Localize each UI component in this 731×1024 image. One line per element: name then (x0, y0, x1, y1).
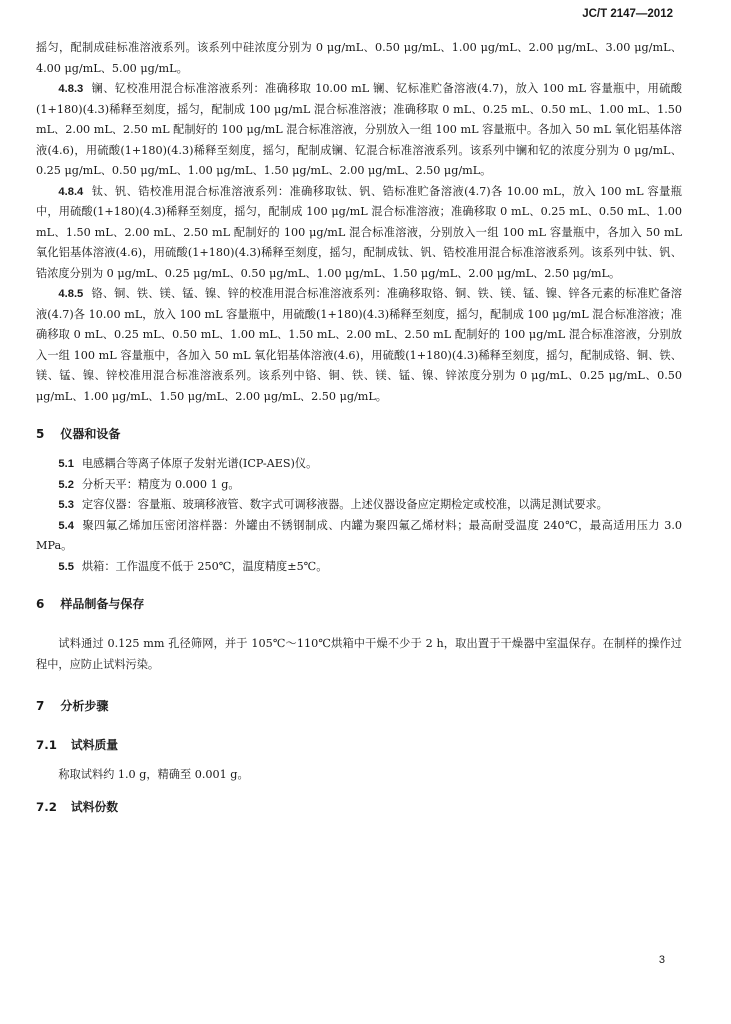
clause-4-8-4 (36, 182, 682, 285)
item-text: 电感耦合等离子体原子发射光谱(ICP-AES)仪。 (81, 457, 318, 470)
clause-4-8-3 (36, 79, 682, 182)
standard-code-header: JC/T 2147—2012 (582, 8, 673, 20)
item-number: 5.2 (58, 478, 74, 491)
clause-text: 镧、钇校准用混合标准溶液系列：准确移取 10.00 mL 镧、钇标准贮备溶液(4.7)，放入 100 mL 容量瓶中，用硫酸(1+180)(4.3)稀释至刻度，摇匀，配制成 100 μg/mL 混合标准溶液；准确移取 0 mL、0.25 mL、0.50 mL、1.00 mL、1.50 mL、2.00 mL、2.50 mL 配制好的 100 μg/mL 混合标准溶液，分别放入一组 100 mL 容量瓶中。各加入 50 mL 氧化铝基体溶液(4.6)，用硫酸(1+180)(4.3)稀释至刻度，摇匀，配制成镧、钇混合标准溶液系列。该系列中镧和钇的浓度分别为 0 μg/mL、0.25 μg/mL、0.50 μg/mL、1.00 μg/mL、1.50 μg/mL、2.00 μg/mL、2.50 μg/mL。 (36, 82, 682, 177)
section-number: 6 (36, 597, 45, 611)
item-5-3 (36, 495, 682, 516)
section-number: 5 (36, 427, 45, 441)
item-text: 定容仪器：容量瓶、玻璃移液管、数字式可调移液器。上述仪器设备应定期检定或校准，以满足测试要求。 (81, 498, 608, 511)
paragraph-silicon-series: 摇匀，配制成硅标准溶液系列。该系列中硅浓度分别为 0 μg/mL、0.50 μg/mL、1.00 μg/mL、2.00 μg/mL、3.00 μg/mL、4.00 μg/mL、5.00 μg/mL。 (36, 41, 682, 75)
clause-4-8-5 (36, 284, 682, 407)
paragraph-sample-mass: 称取试料约 1.0 g，精确至 0.001 g。 (58, 768, 249, 781)
subsection-7-1-heading (36, 736, 682, 753)
subsection-number: 7.1 (36, 738, 57, 752)
subsection-title: 试料质量 (70, 738, 119, 752)
section-7-heading (36, 697, 682, 714)
clause-number: 4.8.4 (58, 185, 84, 198)
item-text: 烘箱：工作温度不低于 250℃，温度精度±5℃。 (81, 559, 328, 573)
item-5-1 (36, 454, 682, 475)
paragraph-sample-prep: 试料通过 0.125 mm 孔径筛网，并于 105℃～110℃烘箱中干燥不少于 2 h，取出置于干燥器中室温保存。在制样的操作过程中，应防止试料污染。 (36, 637, 682, 671)
item-text: 分析天平：精度为 0.000 1 g。 (81, 477, 240, 491)
clause-text: 钛、钒、锆校准用混合标准溶液系列：准确移取钛、钒、锆标准贮备溶液(4.7)各 10.00 mL，放入 100 mL 容量瓶中，用硫酸(1+180)(4.3)稀释至刻度，摇匀，配制成 100 μg/mL 混合标准溶液；准确移取 0 mL、0.25 mL、0.50 mL、1.00 mL、1.50 mL、2.00 mL、2.50 mL 配制好的 100 μg/mL 混合标准溶液，分别放入一组 100 mL 容量瓶中，各加入 50 mL 氧化铝基体溶液(4.6)，用硫酸(1+180)(4.3)稀释至刻度，摇匀，配制成钛、钒、锆校准用混合标准溶液系列。该系列中钛、钒、锆浓度分别为 0 μg/mL、0.25 μg/mL、0.50 μg/mL、1.00 μg/mL、1.50 μg/mL、2.00 μg/mL、2.50 μg/mL。 (36, 184, 682, 280)
clause-number: 4.8.3 (58, 83, 84, 95)
section-6-heading (36, 595, 682, 612)
item-number: 5.4 (58, 519, 74, 532)
document-body (36, 38, 682, 815)
clause-text: 铬、铜、铁、镁、锰、镍、锌的校准用混合标准溶液系列：准确移取铬、铜、铁、镁、锰、镍、锌各元素的标准贮备溶液(4.7)各 10.00 mL，放入 100 mL 容量瓶中，用硫酸(1+180)(4.3)稀释至刻度，摇匀，配制成 100 μg/mL 混合标准溶液；准确移取 0 mL、0.25 mL、0.50 mL、1.00 mL、1.50 mL、2.00 mL、2.50 mL 配制好的 100 μg/mL 混合标准溶液，分别放入一组 100 mL 容量瓶中，各加入 50 mL 氧化铝基体溶液(4.6)，用硫酸(1+180)(4.3)稀释至刻度，摇匀，配制成铬、铜、铁、镁、锰、镍、锌校准用混合标准溶液系列。该系列中铬、铜、铁、镁、锰、镍、锌浓度分别为 0 μg/mL、0.25 μg/mL、0.50 μg/mL、1.00 μg/mL、1.50 μg/mL、2.00 μg/mL、2.50 μg/mL。 (36, 287, 682, 403)
section-number: 7 (36, 699, 45, 713)
section-5-heading (36, 425, 682, 442)
section-title: 仪器和设备 (60, 427, 121, 441)
subsection-title: 试料份数 (70, 799, 119, 814)
subsection-7-2-heading (36, 798, 682, 815)
section-title: 样品制备与保存 (60, 597, 145, 611)
subsection-number: 7.2 (36, 799, 57, 814)
item-5-4 (36, 516, 682, 557)
item-number: 5.5 (58, 560, 74, 573)
item-text: 聚四氟乙烯加压密闭溶样器：外罐由不锈钢制成、内罐为聚四氟乙烯材料；最高耐受温度 240℃，最高适用压力 3.0 MPa。 (36, 518, 682, 552)
item-5-5 (36, 557, 682, 578)
clause-number: 4.8.5 (58, 288, 84, 300)
item-number: 5.1 (58, 458, 74, 470)
section-title: 分析步骤 (60, 699, 109, 713)
item-5-2 (36, 475, 682, 496)
page-number: 3 (658, 954, 665, 966)
item-number: 5.3 (58, 499, 74, 511)
